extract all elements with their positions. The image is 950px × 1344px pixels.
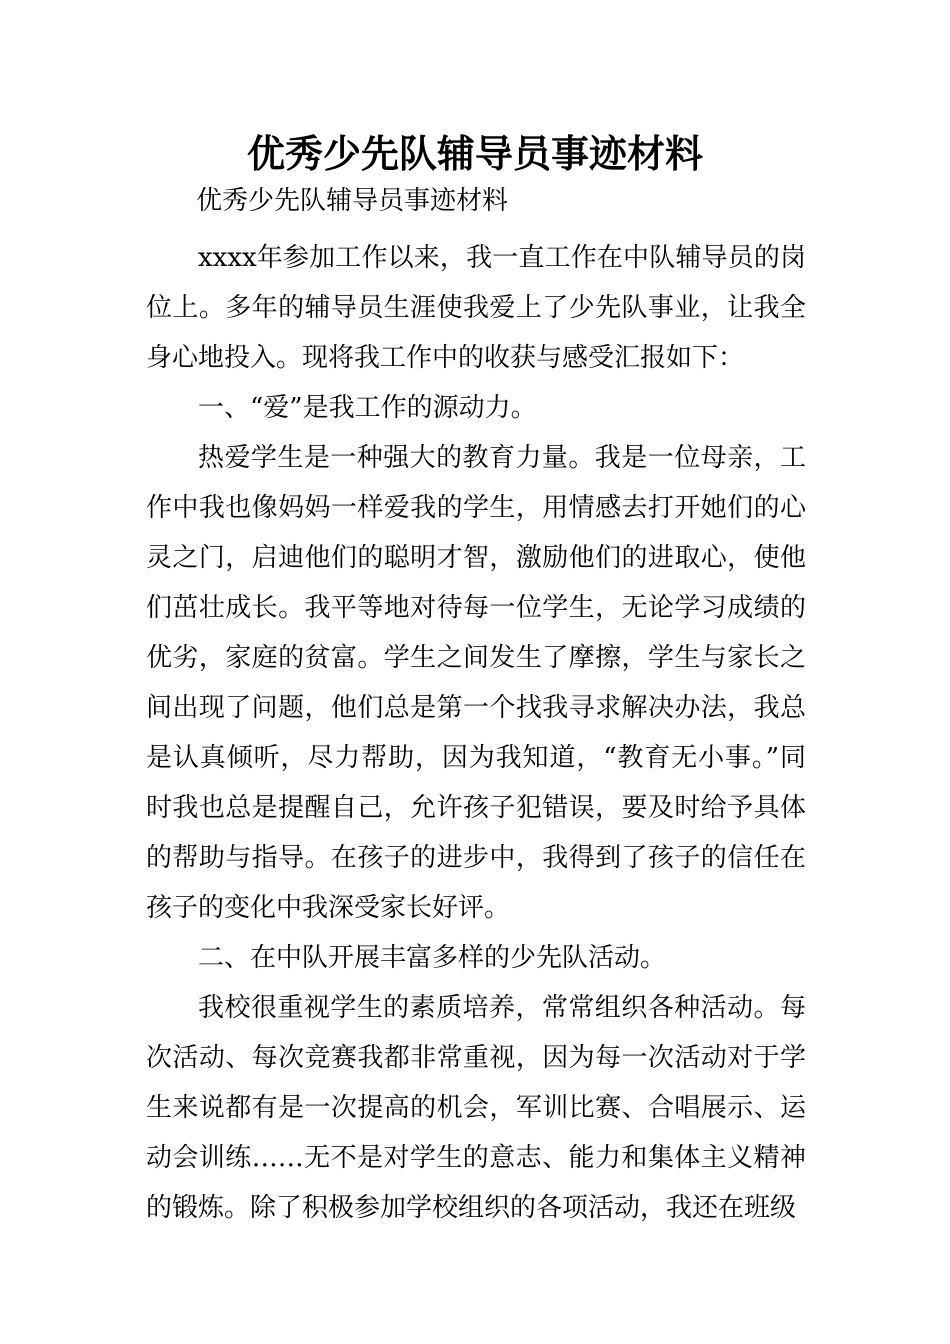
paragraph-intro: xxxx年参加工作以来，我一直工作在中队辅导员的岗位上。多年的辅导员生涯使我爱上了少先队事业，让我全身心地投入。现将我工作中的收获与感受汇报如下： [146, 243, 806, 373]
section-heading-2: 二、在中队开展丰富多样的少先队活动。 [198, 943, 667, 973]
document-title: 优秀少先队辅导员事迹材料 [246, 131, 703, 176]
paragraph-activities: 我校很重视学生的素质培养，常常组织各种活动。每次活动、每次竞赛我都非常重视，因为每一次活动对于学生来说都有是一次提高的机会，军训比赛、合唱展示、运动会训练……无不是对学生的意志、能力和集体主义精神的锻炼。除了积极参加学校组织的各项活动，我还在班级 [146, 993, 806, 1223]
paragraph-love: 热爱学生是一种强大的教育力量。我是一位母亲，工作中我也像妈妈一样爱我的学生，用情感去打开她们的心灵之门，启迪他们的聪明才智，激励他们的进取心，使他们茁壮成长。我平等地对待每一位学生，无论学习成绩的优劣，家庭的贫富。学生之间发生了摩擦，学生与家长之间出现了问题，他们总是第一个找我寻求解决办法，我总是认真倾听，尽力帮助，因为我知道，“教育无小事。”同时我也总是提醒自己，允许孩子犯错误，要及时给予具体的帮助与指导。在孩子的进步中，我得到了孩子的信任在孩子的变化中我深受家长好评。 [146, 443, 806, 923]
document-body [146, 233, 806, 1233]
section-heading-1: 一、“爱”是我工作的源动力。 [198, 393, 537, 423]
document-subtitle: 优秀少先队辅导员事迹材料 [196, 186, 509, 216]
